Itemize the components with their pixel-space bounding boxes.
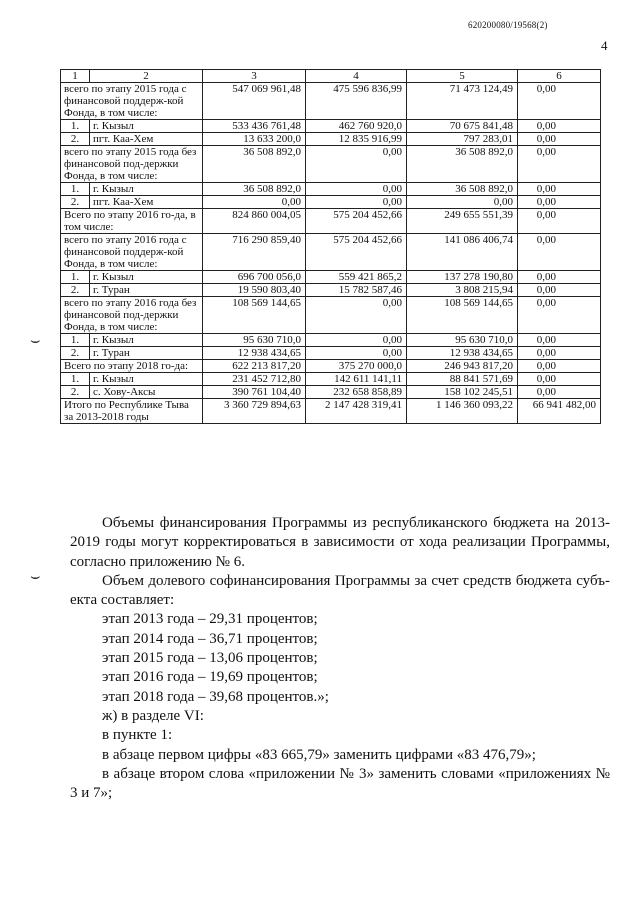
total-amount-cell: 19 590 803,40 [203, 284, 306, 297]
table-row [61, 209, 601, 234]
extra-amount-cell: 0,00 [518, 284, 601, 297]
margin-tick-mark: ⌣ [30, 330, 41, 349]
paragraph-budget-adjust: Объемы финансирования Программы из республиканского бюджета на 2013-2019 годы могут корректироваться в зависимости от хода реализации Программы, согласно приложению № 6. [70, 515, 610, 570]
table-row [61, 347, 601, 360]
extra-amount-cell: 66 941 482,00 [518, 399, 601, 424]
row-label-cell: всего по этапу 2016 года без финансовой под-держки Фонда, в том числе: [61, 297, 203, 334]
total-amount-cell: 95 630 710,0 [203, 334, 306, 347]
budget-amount-cell: 36 508 892,0 [407, 146, 518, 183]
extra-amount-cell: 0,00 [518, 386, 601, 399]
extra-amount-cell: 0,00 [518, 133, 601, 146]
extra-amount-cell: 0,00 [518, 234, 601, 271]
list-item: в пункте 1: [102, 727, 173, 744]
document-number: 620200080/19568(2) [468, 20, 548, 30]
extra-amount-cell: 0,00 [518, 347, 601, 360]
total-amount-cell: 390 761 104,40 [203, 386, 306, 399]
budget-amount-cell: 95 630 710,0 [407, 334, 518, 347]
budget-amount-cell: 3 808 215,94 [407, 284, 518, 297]
margin-tick-mark: ⌣ [30, 566, 41, 585]
budget-amount-cell: 0,00 [407, 196, 518, 209]
table-header-row [61, 70, 601, 83]
extra-amount-cell: 0,00 [518, 373, 601, 386]
column-header: 3 [203, 70, 306, 83]
paragraph-cofinancing: Объем долевого софинансирования Программы за счет средств бюджета субъ-екта составляет: [70, 572, 610, 609]
budget-amount-cell: 797 283,01 [407, 133, 518, 146]
fund-amount-cell: 575 204 452,66 [306, 209, 407, 234]
list-item: этап 2014 года – 36,71 процентов; [102, 630, 318, 647]
extra-amount-cell: 0,00 [518, 83, 601, 120]
extra-amount-cell: 0,00 [518, 209, 601, 234]
table-row [61, 271, 601, 284]
row-label-cell: г. Кызыл [90, 183, 203, 196]
row-label-cell: Всего по этапу 2018 го-да: [61, 360, 203, 373]
budget-amount-cell: 246 943 817,20 [407, 360, 518, 373]
budget-amount-cell: 1 146 360 093,22 [407, 399, 518, 424]
list-item: ж) в разделе VI: [102, 707, 204, 724]
budget-amount-cell: 137 278 190,80 [407, 271, 518, 284]
extra-amount-cell: 0,00 [518, 120, 601, 133]
fund-amount-cell: 0,00 [306, 347, 407, 360]
row-label-cell: г. Туран [90, 347, 203, 360]
total-amount-cell: 231 452 712,80 [203, 373, 306, 386]
row-label-cell: пгт. Каа-Хем [90, 196, 203, 209]
paragraph-appendix-change: в абзаце втором слова «приложении № 3» заменить словами «приложениях № 3 и 7»; [70, 765, 610, 802]
table-row [61, 120, 601, 133]
row-number-cell: 1. [61, 373, 90, 386]
row-label-cell: г. Кызыл [90, 334, 203, 347]
total-amount-cell: 696 700 056,0 [203, 271, 306, 284]
list-item: этап 2018 года – 39,68 процентов.»; [102, 688, 329, 705]
row-label-cell: пгт. Каа-Хем [90, 133, 203, 146]
row-number-cell: 2. [61, 196, 90, 209]
fund-amount-cell: 559 421 865,2 [306, 271, 407, 284]
table-row [61, 360, 601, 373]
row-label-cell: с. Хову-Аксы [90, 386, 203, 399]
table-row [61, 183, 601, 196]
row-label-cell: Итого по Республике Тыва за 2013-2018 годы [61, 399, 203, 424]
column-header: 1 [61, 70, 90, 83]
total-amount-cell: 622 213 817,20 [203, 360, 306, 373]
total-amount-cell: 36 508 892,0 [203, 146, 306, 183]
total-amount-cell: 13 633 200,0 [203, 133, 306, 146]
total-amount-cell: 108 569 144,65 [203, 297, 306, 334]
list-item: этап 2016 года – 19,69 процентов; [102, 669, 318, 686]
table-row [61, 334, 601, 347]
row-number-cell: 2. [61, 133, 90, 146]
table-row [61, 133, 601, 146]
column-header: 5 [407, 70, 518, 83]
table-row [61, 373, 601, 386]
row-label-cell: Всего по этапу 2016 го-да, в том числе: [61, 209, 203, 234]
extra-amount-cell: 0,00 [518, 297, 601, 334]
table-row [61, 297, 601, 334]
fund-amount-cell: 0,00 [306, 146, 407, 183]
budget-amount-cell: 88 841 571,69 [407, 373, 518, 386]
budget-amount-cell: 70 675 841,48 [407, 120, 518, 133]
table-row [61, 386, 601, 399]
row-label-cell: всего по этапу 2016 года с финансовой поддерж-кой Фонда, в том числе: [61, 234, 203, 271]
row-number-cell: 2. [61, 284, 90, 297]
fund-amount-cell: 475 596 836,99 [306, 83, 407, 120]
budget-amount-cell: 71 473 124,49 [407, 83, 518, 120]
column-header: 6 [518, 70, 601, 83]
row-label-cell: г. Кызыл [90, 120, 203, 133]
column-header: 4 [306, 70, 407, 83]
extra-amount-cell: 0,00 [518, 146, 601, 183]
budget-amount-cell: 158 102 245,51 [407, 386, 518, 399]
fund-amount-cell: 12 835 916,99 [306, 133, 407, 146]
total-amount-cell: 3 360 729 894,63 [203, 399, 306, 424]
column-header: 2 [90, 70, 203, 83]
row-number-cell: 1. [61, 183, 90, 196]
table-row [61, 399, 601, 424]
row-number-cell: 1. [61, 334, 90, 347]
fund-amount-cell: 0,00 [306, 196, 407, 209]
row-number-cell: 1. [61, 120, 90, 133]
page-number: 4 [601, 38, 608, 53]
row-label-cell: г. Туран [90, 284, 203, 297]
list-item: этап 2015 года – 13,06 процентов; [102, 650, 318, 667]
table-row [61, 196, 601, 209]
table-row [61, 83, 601, 120]
budget-amount-cell: 12 938 434,65 [407, 347, 518, 360]
table-row [61, 234, 601, 271]
fund-amount-cell: 2 147 428 319,41 [306, 399, 407, 424]
fund-amount-cell: 375 270 000,0 [306, 360, 407, 373]
fund-amount-cell: 0,00 [306, 334, 407, 347]
financing-table [60, 69, 601, 424]
budget-amount-cell: 108 569 144,65 [407, 297, 518, 334]
body-text [70, 514, 610, 803]
extra-amount-cell: 0,00 [518, 334, 601, 347]
total-amount-cell: 824 860 004,05 [203, 209, 306, 234]
table-row [61, 146, 601, 183]
fund-amount-cell: 575 204 452,66 [306, 234, 407, 271]
extra-amount-cell: 0,00 [518, 183, 601, 196]
fund-amount-cell: 462 760 920,0 [306, 120, 407, 133]
row-number-cell: 2. [61, 386, 90, 399]
row-label-cell: г. Кызыл [90, 373, 203, 386]
table-row [61, 284, 601, 297]
budget-amount-cell: 141 086 406,74 [407, 234, 518, 271]
row-label-cell: всего по этапу 2015 года с финансовой поддерж-кой Фонда, в том числе: [61, 83, 203, 120]
budget-amount-cell: 249 655 551,39 [407, 209, 518, 234]
extra-amount-cell: 0,00 [518, 360, 601, 373]
total-amount-cell: 533 436 761,48 [203, 120, 306, 133]
row-label-cell: г. Кызыл [90, 271, 203, 284]
list-item: этап 2013 года – 29,31 процентов; [102, 611, 318, 628]
row-label-cell: всего по этапу 2015 года без финансовой под-держки Фонда, в том числе: [61, 146, 203, 183]
row-number-cell: 2. [61, 347, 90, 360]
fund-amount-cell: 142 611 141,11 [306, 373, 407, 386]
fund-amount-cell: 0,00 [306, 297, 407, 334]
total-amount-cell: 0,00 [203, 196, 306, 209]
extra-amount-cell: 0,00 [518, 271, 601, 284]
fund-amount-cell: 15 782 587,46 [306, 284, 407, 297]
total-amount-cell: 12 938 434,65 [203, 347, 306, 360]
fund-amount-cell: 232 658 858,89 [306, 386, 407, 399]
total-amount-cell: 716 290 859,40 [203, 234, 306, 271]
extra-amount-cell: 0,00 [518, 196, 601, 209]
row-number-cell: 1. [61, 271, 90, 284]
fund-amount-cell: 0,00 [306, 183, 407, 196]
total-amount-cell: 36 508 892,0 [203, 183, 306, 196]
list-item: в абзаце первом цифры «83 665,79» заменить цифрами «83 476,79»; [102, 746, 536, 763]
budget-amount-cell: 36 508 892,0 [407, 183, 518, 196]
total-amount-cell: 547 069 961,48 [203, 83, 306, 120]
